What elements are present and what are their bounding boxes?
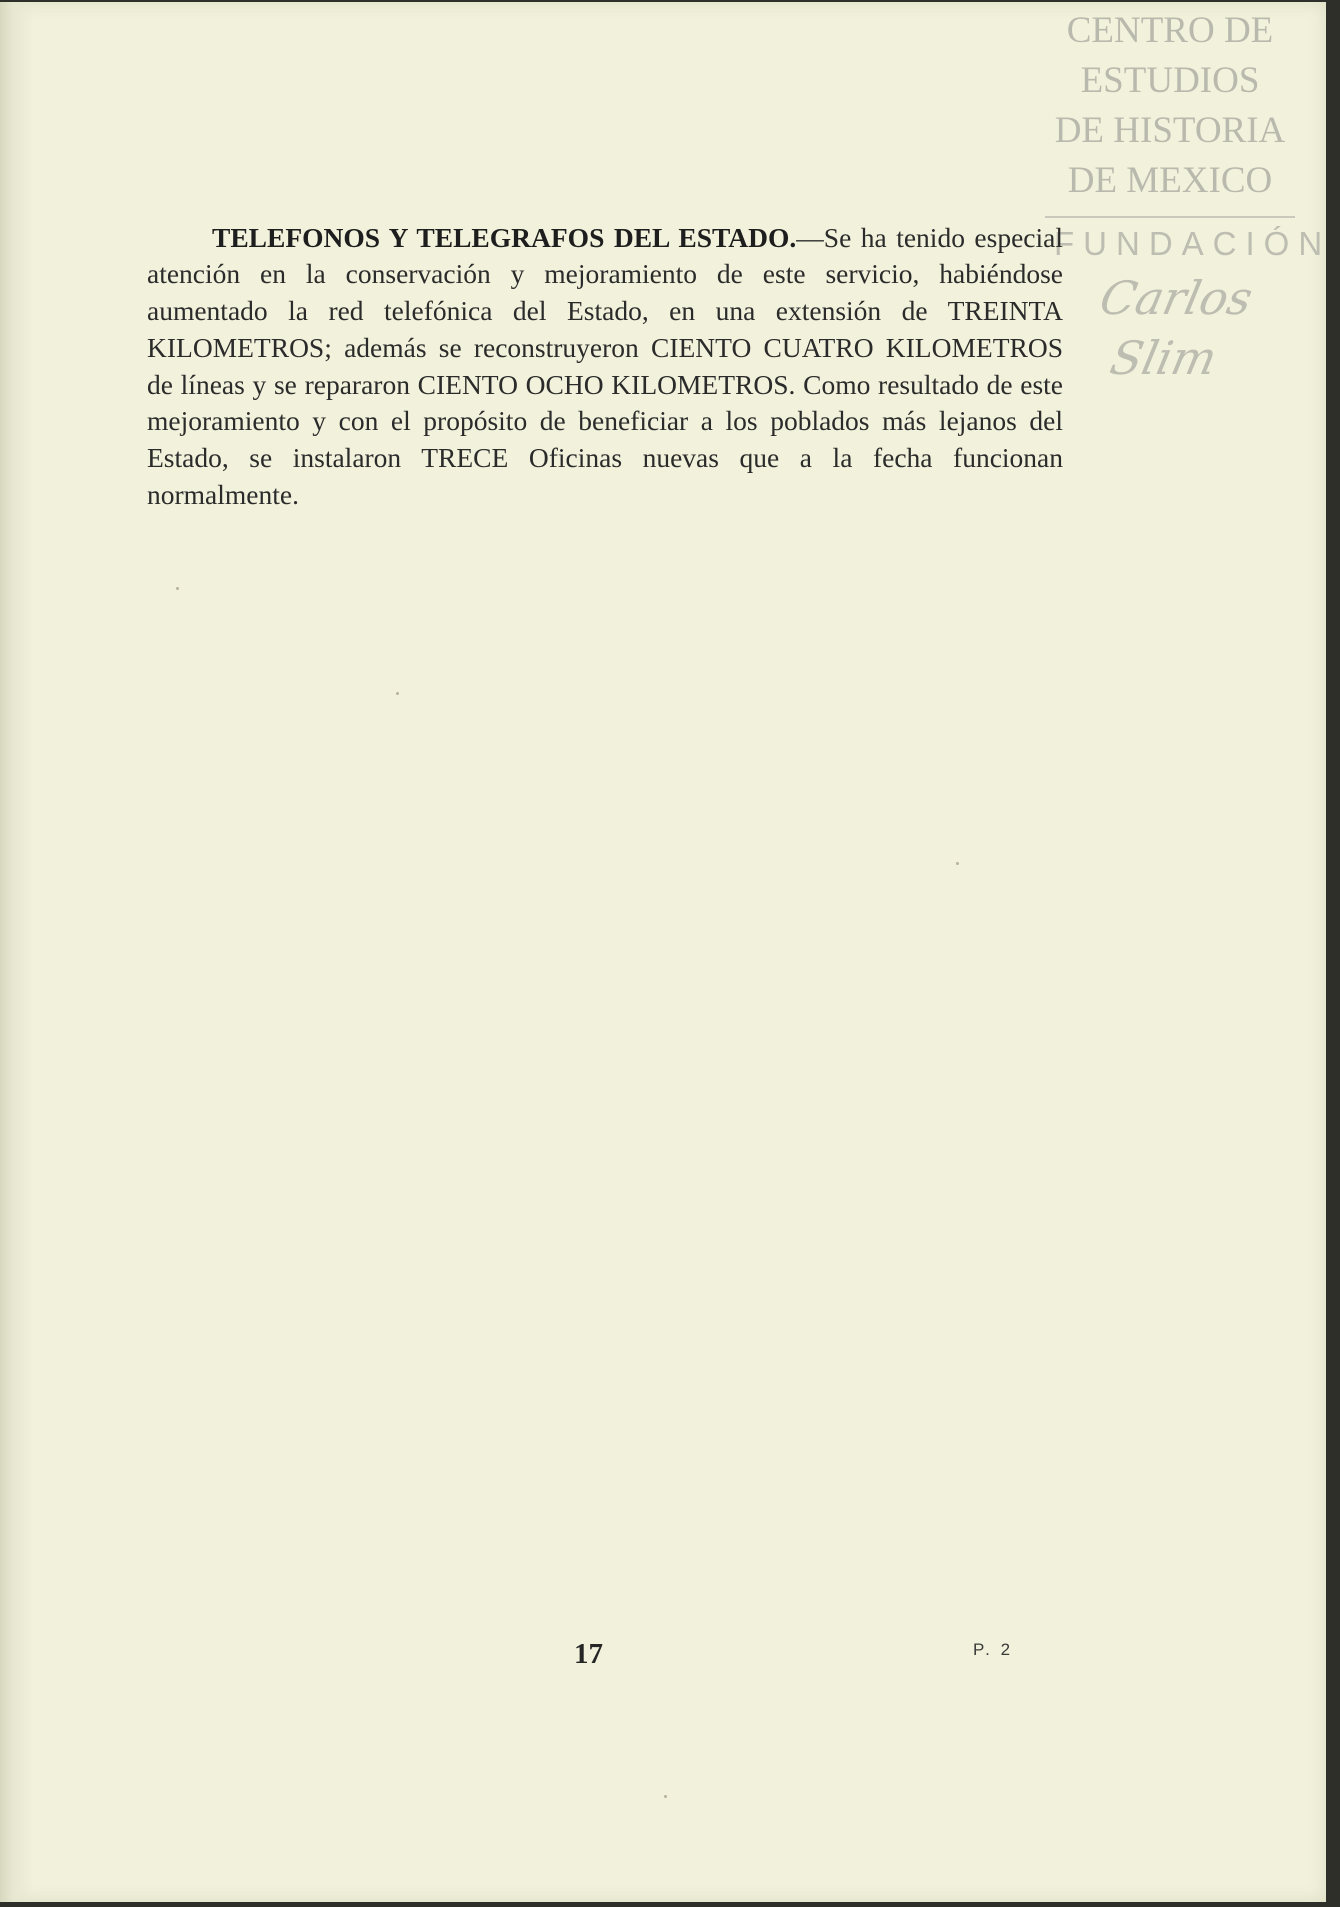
paper-speck: [956, 862, 959, 865]
paper-speck: [176, 587, 179, 590]
paper-speck: [664, 1795, 667, 1798]
archive-watermark: [1040, 6, 1332, 388]
watermark-signature: Carlos Slim: [1095, 271, 1258, 385]
document-page: [0, 2, 1332, 1902]
watermark-line-1: CENTRO DE: [1066, 10, 1274, 51]
watermark-foundation: FUNDACIÓN: [1054, 225, 1332, 262]
section-heading: TELEFONOS Y TELEGRAFOS DEL ESTADO.: [212, 221, 797, 253]
binding-shadow: [0, 2, 34, 1902]
folio-mark: P. 2: [973, 1640, 1014, 1659]
page-number: 17: [574, 1638, 603, 1670]
watermark-divider: [1045, 216, 1295, 218]
paper-speck: [396, 692, 399, 695]
document-paragraph: [147, 220, 1063, 514]
paragraph-body: —Se ha tenido especial atención en la conservación y mejoramiento de este servicio, habiéndose aumentado la red telefónica del Estado, en una extensión de TREINTA KILOMETROS; además se reconstruyeron CIENTO CUATRO KILOMETROS de líneas y se repararon CIENTO OCHO KILOMETROS. Como resultado de este mejoramiento y con el propósito de beneficiar a los poblados más lejanos del Estado, se instalaron TRECE Oficinas nuevas que a la fecha funcionan normalmente.: [147, 221, 1063, 511]
watermark-line-2: ESTUDIOS: [1080, 60, 1260, 101]
watermark-line-3: DE HISTORIA: [1054, 110, 1286, 151]
watermark-line-4: DE MEXICO: [1067, 160, 1273, 201]
